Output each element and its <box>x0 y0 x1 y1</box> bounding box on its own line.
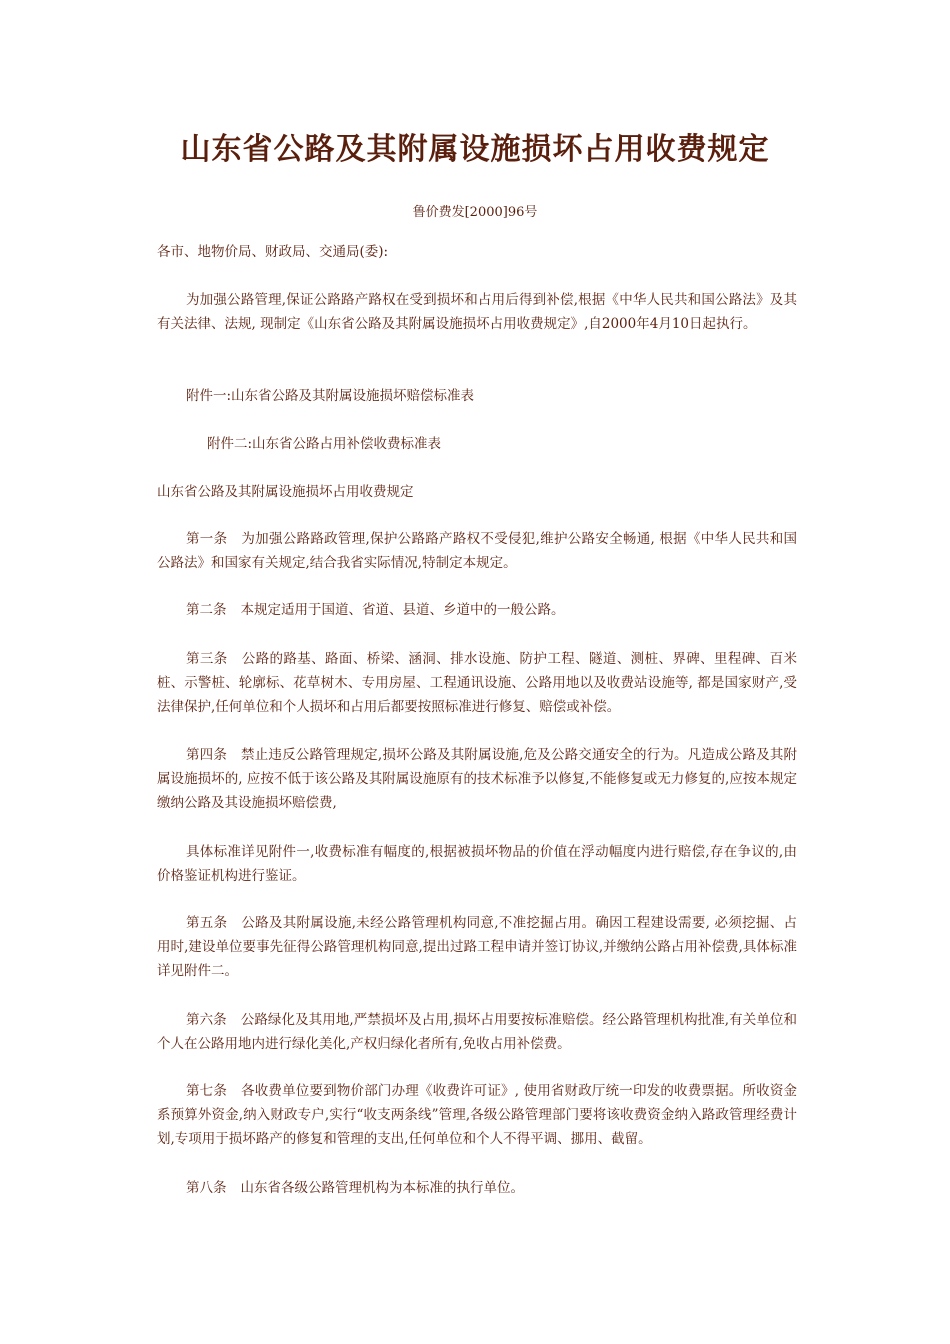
article-label: 第二条 <box>186 602 227 618</box>
article-label: 第一条 <box>186 531 228 547</box>
preamble: 为加强公路管理,保证公路路产路权在受到损坏和占用后得到补偿,根据《中华人民共和国公路法》及其有关法律、法规, 现制定《山东省公路及其附属设施损坏占用收费规定》,自2000年4月10日起执行。 <box>157 292 797 332</box>
article-label: 第三条 <box>186 651 228 667</box>
attachment-2-line: 附件二:山东省公路占用补偿收费标准表 <box>207 436 442 452</box>
article-2 <box>157 598 797 622</box>
document-number: 鲁价费发[2000]96号 <box>412 205 538 220</box>
article-6 <box>157 1008 797 1056</box>
regulation-subtitle: 山东省公路及其附属设施损坏占用收费规定 <box>157 484 414 500</box>
article-text: 禁止违反公路管理规定,损坏公路及其附属设施,危及公路交通安全的行为。凡造成公路及其附属设施损坏的, 应按不低于该公路及其附属设施原有的技术标准予以修复,不能修复或无力修复的,应按本规定缴纳公路及其设施损坏赔偿费, <box>157 747 797 811</box>
article-3 <box>157 647 797 719</box>
article-4 <box>157 743 797 815</box>
article-text: 公路的路基、路面、桥梁、涵洞、排水设施、防护工程、隧道、测桩、界碑、里程碑、百米桩、示警桩、轮廓标、花草树木、专用房屋、工程通讯设施、公路用地以及收费站设施等, 都是国家财产,受法律保护,任何单位和个人损坏和占用后都要按照标准进行修复、赔偿或补偿。 <box>157 651 798 715</box>
attachment-1-line: 附件一:山东省公路及其附属设施损坏赔偿标准表 <box>186 388 475 404</box>
article-4-continued <box>157 840 797 888</box>
document-title: 山东省公路及其附属设施损坏占用收费规定 <box>180 132 770 167</box>
article-text: 公路绿化及其用地,严禁损坏及占用,损坏占用要按标准赔偿。经公路管理机构批准,有关单位和个人在公路用地内进行绿化美化,产权归绿化者所有,免收占用补偿费。 <box>157 1012 798 1052</box>
article-5 <box>157 911 797 983</box>
article-7 <box>157 1079 797 1151</box>
article-text: 各收费单位要到物价部门办理《收费许可证》, 使用省财政厅统一印发的收费票据。所收资金系预算外资金,纳入财政专户,实行“收支两条线”管理,各级公路管理部门要将该收费资金纳入路政管理经费计划,专项用于损坏路产的修复和管理的支出,任何单位和个人不得平调、挪用、截留。 <box>157 1083 797 1147</box>
article-8 <box>157 1176 797 1200</box>
article-label: 第六条 <box>186 1012 227 1028</box>
article-text: 本规定适用于国道、省道、县道、乡道中的一般公路。 <box>240 602 565 618</box>
article-label: 第四条 <box>186 747 228 763</box>
article-text: 山东省各级公路管理机构为本标准的执行单位。 <box>240 1180 524 1196</box>
article-label: 第八条 <box>186 1180 227 1196</box>
article-text: 公路及其附属设施,未经公路管理机构同意,不准挖掘占用。确因工程建设需要, 必须挖掘、占用时,建设单位要事先征得公路管理机构同意,提出过路工程申请并签订协议,并缴纳公路占用补偿费,具体标准详见附件二。 <box>157 915 797 979</box>
article-text: 具体标准详见附件一,收费标准有幅度的,根据被损坏物品的价值在浮动幅度内进行赔偿,存在争议的,由价格鉴证机构进行鉴证。 <box>157 844 797 884</box>
article-1 <box>157 527 797 575</box>
addressee: 各市、地物价局、财政局、交通局(委): <box>157 244 389 260</box>
article-label: 第七条 <box>186 1083 228 1099</box>
article-text: 为加强公路路政管理,保护公路路产路权不受侵犯,维护公路安全畅通, 根据《中华人民共和国公路法》和国家有关规定,结合我省实际情况,特制定本规定。 <box>157 531 797 571</box>
article-label: 第五条 <box>186 915 228 931</box>
